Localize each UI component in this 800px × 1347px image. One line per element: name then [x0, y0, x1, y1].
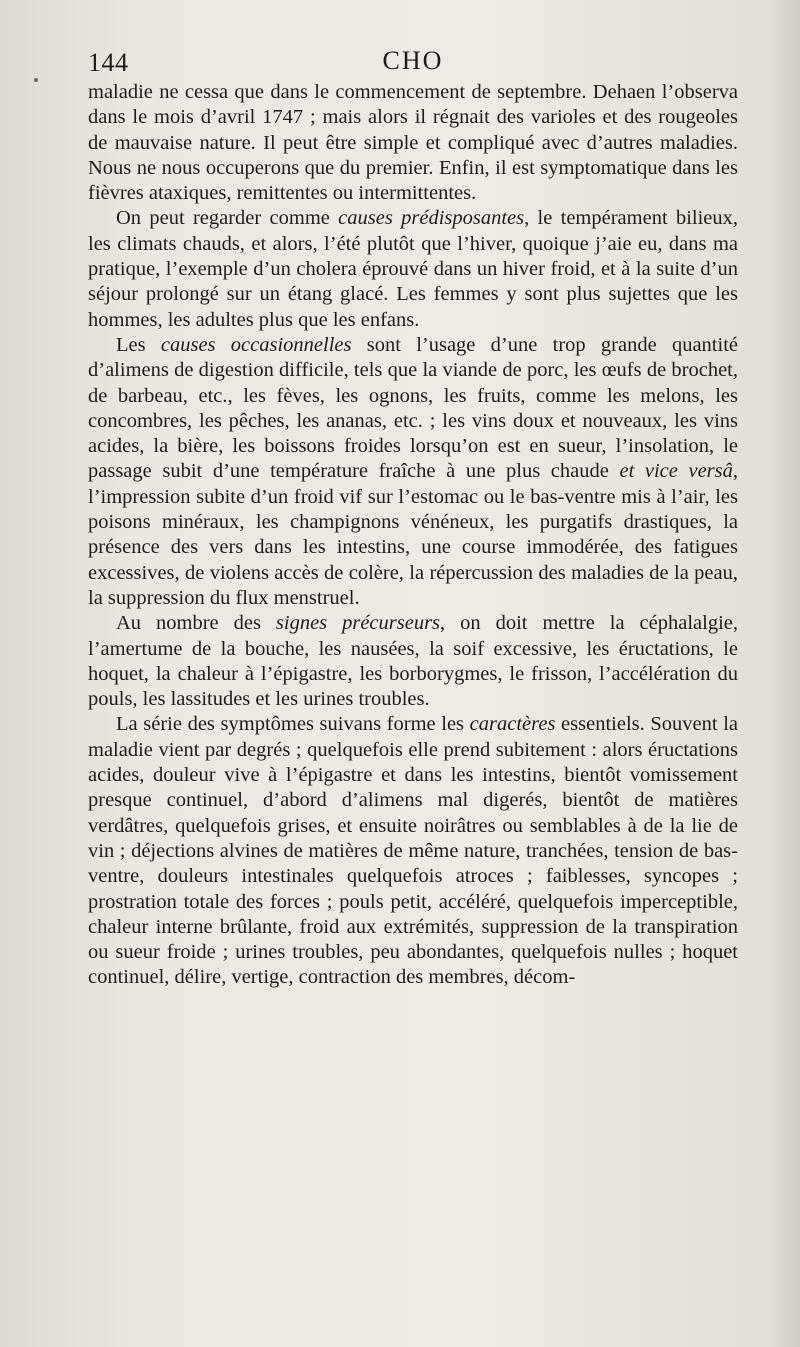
- italic-term: et vice versâ: [619, 460, 733, 483]
- ink-speck: [34, 78, 38, 82]
- paragraph-text: sont l’usage d’une trop grande quantité d’alimens de digestion difficile, tels que la viande de porc, les œufs de brochet, de barbeau, etc., les fèves, les ognons, les fruits, comme les melons, les concombres, les pêches, les ananas, etc. ; les vins doux et nouveaux, les vins acides, la bière, les boissons froides lorsqu’on est en sueur, l’insolation, le passage subit d’une température fraîche à une plus chaude: [88, 333, 738, 483]
- italic-term: causes prédisposantes: [338, 207, 525, 230]
- paragraph-continuation: maladie ne cessa que dans le commencement de septembre. Dehaen l’observa dans le mois d’avril 1747 ; mais alors il régnait des varioles et des rougeoles de mauvaise nature. Il peut être simple et compliqué avec d’autres maladies. Nous ne nous occuperons que du premier. Enfin, il est symptomatique dans les fièvres ataxiques, remittentes ou intermittentes.: [88, 81, 738, 205]
- paragraph-text: On peut regarder comme: [116, 207, 339, 230]
- paragraph-text: Au nombre des: [116, 612, 276, 635]
- paragraph-text: La série des symptômes suivans forme les: [116, 713, 470, 736]
- body-text: [88, 80, 738, 991]
- italic-term: signes précurseurs: [275, 612, 441, 635]
- paragraph-text: essentiels. Souvent la maladie vient par degrés ; quelquefois elle prend subitement : alors éructations acides, douleur vive à l’épigastre et dans les intestins, bientôt vomissement presque continuel, d’abord d’alimens mal digerés, bientôt de matières verdâtres, quelquefois grises, et ensuite noirâtres ou semblables à de la lie de vin ; déjections alvines de matières de même nature, tranchées, tension de bas-ventre, douleurs intestinales quelquefois atroces ; faiblesses, syncopes ; prostration totale des forces ; pouls petit, accéléré, quelquefois imperceptible, chaleur interne brûlante, froid aux extrémités, suppression de la transpiration ou sueur froide ; urines troubles, peu abondantes, quelquefois nulles ; hoquet continuel, délire, vertige, contraction des membres, décom-: [88, 713, 738, 989]
- page-number: 144: [88, 48, 129, 77]
- paragraph-text: , le tempérament bilieux, les climats chauds, et alors, l’été plutôt que l’hiver, quoique j’aie eu, dans ma pratique, l’exemple d’un cholera éprouvé dans un hiver froid, et à la suite d’un séjour prolongé sur un étang glacé. Les femmes y sont plus sujettes que les hommes, les adultes plus que les enfans.: [88, 207, 739, 331]
- paragraph-occasional-causes: [88, 333, 738, 611]
- paragraph-text: , on doit mettre la céphalalgie, l’amertume de la bouche, les nausées, la soif excessive, les éructations, le hoquet, la chaleur à l’épigastre, les borborygmes, le frisson, l’accélération du pouls, les lassitudes et les urines troubles.: [88, 612, 738, 711]
- running-head: CHO: [382, 46, 444, 75]
- italic-term: causes occasionnelles: [160, 333, 352, 356]
- italic-term: caractères: [469, 713, 556, 736]
- paragraph-predisposing-causes: [88, 206, 738, 332]
- page-edge-shadow: [770, 0, 800, 1347]
- page-header: [88, 44, 738, 78]
- paragraph-text: , l’impression subite d’un froid vif sur l’estomac ou le bas-ventre mis à l’air, les poisons minéraux, les champignons vénéneux, les purgatifs drastiques, la présence des vers dans les intestins, une course immodérée, des fatigues excessives, de violens accès de colère, la répercussion des maladies de la peau, la suppression du flux menstruel.: [88, 460, 738, 609]
- paragraph-text: Les: [116, 333, 161, 356]
- paragraph-characteristic-symptoms: [88, 712, 738, 990]
- paragraph-precursor-signs: [88, 611, 738, 712]
